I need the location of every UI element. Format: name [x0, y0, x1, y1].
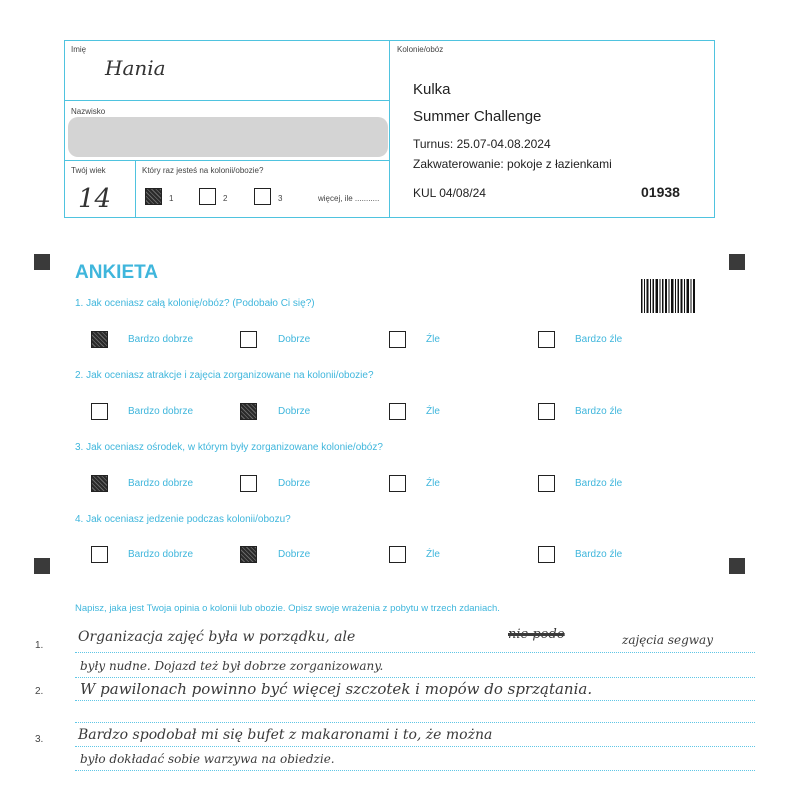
ktory-raz-option-more: więcej, ile ........... — [318, 194, 380, 203]
ktory-raz-option-3: 3 — [278, 194, 283, 203]
q3-label-bardzo-dobrze: Bardzo dobrze — [128, 478, 194, 489]
q4-option-zle[interactable] — [389, 546, 406, 563]
opinion-line-3a[interactable]: Bardzo spodobał mi się bufet z makaronami i to, że można — [78, 727, 493, 743]
q4-option-dobrze[interactable] — [240, 546, 257, 563]
q1-option-bardzo-dobrze[interactable] — [91, 331, 108, 348]
form-number: 01938 — [641, 184, 680, 200]
q3-option-bardzo-dobrze[interactable] — [91, 475, 108, 492]
wiek-label: Twój wiek — [71, 166, 106, 175]
q1-option-zle[interactable] — [389, 331, 406, 348]
corner-marker-tr — [729, 254, 745, 270]
row-divider-2 — [64, 160, 390, 161]
q4-option-bardzo-dobrze[interactable] — [91, 546, 108, 563]
opinion-number-2: 2. — [35, 686, 44, 697]
q1-label-zle: Źle — [426, 334, 440, 345]
writing-line — [75, 652, 755, 653]
corner-marker-br — [729, 558, 745, 574]
opinion-prompt: Napisz, jaka jest Twoja opinia o kolonii lub obozie. Opisz swoje wrażenia z pobytu w trzech zdaniach. — [75, 603, 500, 614]
writing-line — [75, 770, 755, 771]
q3-label-bardzo-zle: Bardzo źle — [575, 478, 623, 489]
q2-label-dobrze: Dobrze — [278, 406, 311, 417]
q1-label-bardzo-zle: Bardzo źle — [575, 334, 623, 345]
q3-option-dobrze[interactable] — [240, 475, 257, 492]
survey-title: ANKIETA — [75, 262, 159, 283]
header-divider — [389, 40, 390, 218]
camp-name: Kulka — [413, 81, 451, 98]
q4-label-dobrze: Dobrze — [278, 549, 311, 560]
q2-label-zle: Źle — [426, 406, 440, 417]
camp-code: KUL 04/08/24 — [413, 186, 486, 200]
ktory-raz-checkbox-1[interactable] — [145, 188, 162, 205]
corner-marker-tl — [34, 254, 50, 270]
q3-option-bardzo-zle[interactable] — [538, 475, 555, 492]
q2-option-dobrze[interactable] — [240, 403, 257, 420]
opinion-number-1: 1. — [35, 640, 44, 651]
writing-line — [75, 700, 755, 701]
q1-option-bardzo-zle[interactable] — [538, 331, 555, 348]
q4-label-bardzo-zle: Bardzo źle — [575, 549, 623, 560]
q3-label-dobrze: Dobrze — [278, 478, 311, 489]
q3-option-zle[interactable] — [389, 475, 406, 492]
question-4: 4. Jak oceniasz jedzenie podczas kolonii/obozu? — [75, 514, 291, 525]
q3-label-zle: Źle — [426, 478, 440, 489]
q2-label-bardzo-dobrze: Bardzo dobrze — [128, 406, 194, 417]
writing-line — [75, 677, 755, 678]
wiek-value[interactable]: 14 — [78, 184, 112, 214]
writing-line — [75, 746, 755, 747]
q2-option-bardzo-zle[interactable] — [538, 403, 555, 420]
question-3: 3. Jak oceniasz ośrodek, w którym były zorganizowane kolonie/obóz? — [75, 442, 383, 453]
q4-option-bardzo-zle[interactable] — [538, 546, 555, 563]
opinion-number-3: 3. — [35, 734, 44, 745]
opinion-line-1b[interactable]: zajęcia segway — [622, 633, 713, 647]
q1-label-bardzo-dobrze: Bardzo dobrze — [128, 334, 194, 345]
q2-option-zle[interactable] — [389, 403, 406, 420]
opinion-line-1-strike: nie podo — [508, 627, 565, 642]
ktory-raz-label: Który raz jesteś na kolonii/obozie? — [142, 166, 264, 175]
ktory-raz-checkbox-2[interactable] — [199, 188, 216, 205]
ktory-raz-option-1: 1 — [169, 194, 174, 203]
imie-label: Imię — [71, 45, 87, 54]
nazwisko-redacted — [68, 117, 388, 157]
opinion-line-1a[interactable]: Organizacja zajęć była w porządku, ale — [78, 629, 356, 645]
q1-label-dobrze: Dobrze — [278, 334, 311, 345]
opinion-line-3b[interactable]: było dokładać sobie warzywa na obiedzie. — [80, 752, 335, 766]
corner-marker-bl — [34, 558, 50, 574]
question-2: 2. Jak oceniasz atrakcje i zajęcia zorganizowane na kolonii/obozie? — [75, 370, 374, 381]
age-divider — [135, 160, 136, 218]
turnus: Turnus: 25.07-04.08.2024 — [413, 137, 551, 151]
q1-option-dobrze[interactable] — [240, 331, 257, 348]
barcode-icon — [641, 279, 695, 313]
zakwaterowanie: Zakwaterowanie: pokoje z łazienkami — [413, 157, 612, 171]
question-1: 1. Jak oceniasz całą kolonię/obóz? (Podobało Ci się?) — [75, 298, 315, 309]
q2-label-bardzo-zle: Bardzo źle — [575, 406, 623, 417]
opinion-line-1c[interactable]: były nudne. Dojazd też był dobrze zorganizowany. — [80, 659, 384, 673]
q4-label-zle: Źle — [426, 549, 440, 560]
nazwisko-label: Nazwisko — [71, 107, 106, 116]
q4-label-bardzo-dobrze: Bardzo dobrze — [128, 549, 194, 560]
ktory-raz-checkbox-3[interactable] — [254, 188, 271, 205]
writing-line — [75, 722, 755, 723]
q2-option-bardzo-dobrze[interactable] — [91, 403, 108, 420]
ktory-raz-option-2: 2 — [223, 194, 228, 203]
camp-title: Summer Challenge — [413, 108, 542, 125]
opinion-line-2[interactable]: W pawilonach powinno być więcej szczotek i mopów do sprzątania. — [80, 680, 593, 698]
row-divider-1 — [64, 100, 390, 101]
kolonie-label: Kolonie/obóz — [397, 45, 444, 54]
imie-value[interactable]: Hania — [105, 56, 166, 80]
